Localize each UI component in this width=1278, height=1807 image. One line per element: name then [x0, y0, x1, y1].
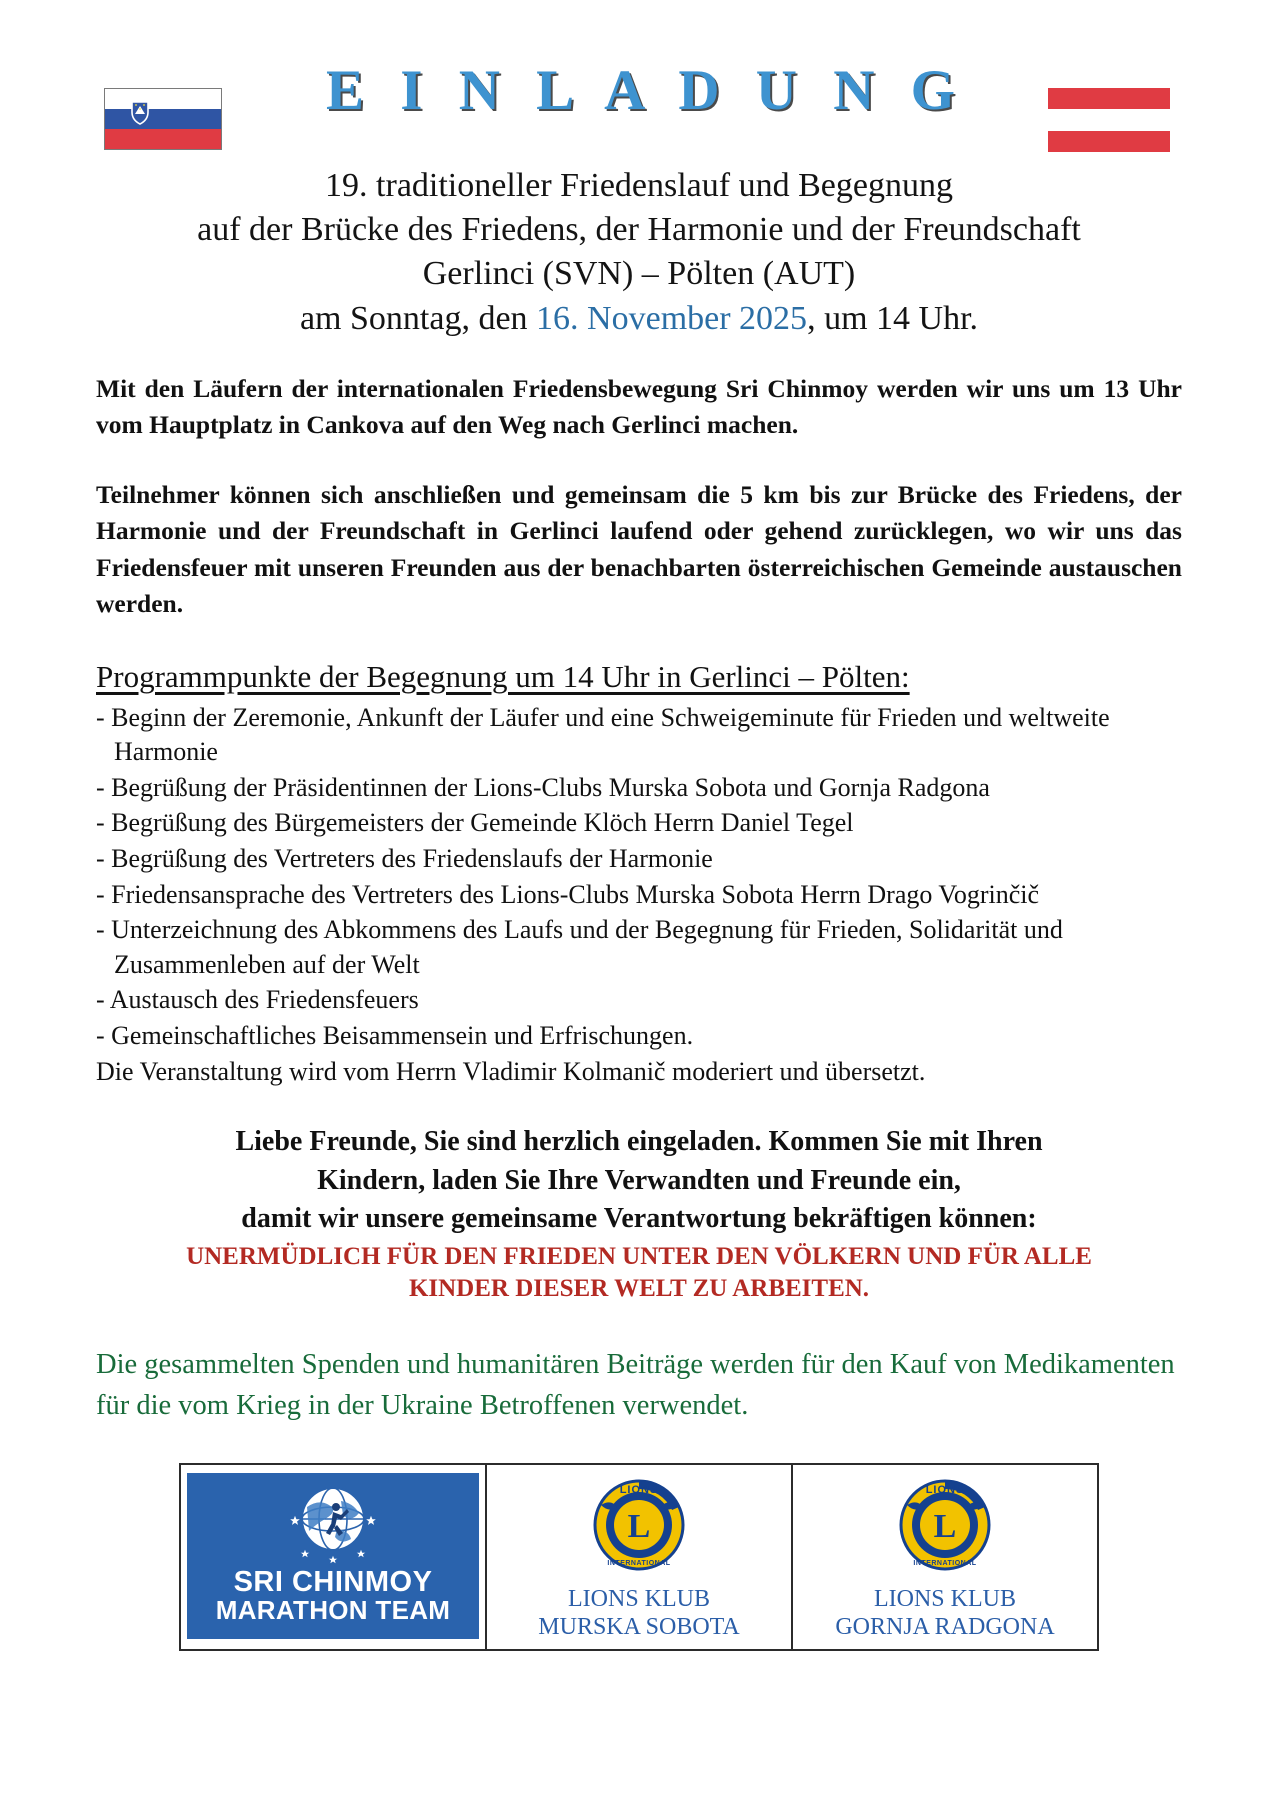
- globe-runner-icon: [289, 1479, 377, 1567]
- invitation-block: [90, 1123, 1188, 1239]
- logo-cell-lions-murska-sobota: [487, 1465, 793, 1650]
- austria-flag-icon: [1048, 88, 1170, 152]
- invitation-line-2: Kindern, laden Sie Ihre Verwandten und Freunde ein,: [317, 1164, 961, 1196]
- caption-line-2: MURSKA SOBOTA: [538, 1613, 740, 1640]
- lions-gornja-radgona-caption: [835, 1585, 1054, 1642]
- sri-chinmoy-label-line-2: MARATHON TEAM: [215, 1595, 451, 1626]
- header: [0, 0, 1278, 150]
- date-line-prefix: am Sonntag, den: [299, 299, 537, 337]
- list-item: - Begrüßung des Bürgemeisters der Gemeinde Klöch Herrn Daniel Tegel: [96, 808, 854, 838]
- program-title: Programmpunkte der Begegnung um 14 Uhr in Gerlinci – Pölten:: [96, 658, 910, 694]
- list-item: - Gemeinschaftliches Beisammensein und Erfrischungen.: [96, 1020, 694, 1050]
- list-item: - Unterzeichnung des Abkommens des Laufs und der Begegnung für Frieden, Solidarität und Zusammenleben auf der Welt: [96, 915, 1063, 979]
- page-title: E I N L A D U N G: [326, 59, 966, 122]
- logo-cell-sri-chinmoy: [181, 1465, 487, 1650]
- sri-chinmoy-logo: [187, 1473, 479, 1639]
- caption-line-1: LIONS KLUB: [873, 1585, 1016, 1612]
- slogan-line-2: KINDER DIESER WELT ZU ARBEITEN.: [408, 1275, 870, 1303]
- date-line-suffix: , um 14 Uhr.: [807, 299, 979, 337]
- sponsor-logo-table: [179, 1463, 1099, 1652]
- sri-chinmoy-label-line-1: SRI CHINMOY: [233, 1565, 433, 1598]
- lions-murska-sobota-caption: [538, 1585, 739, 1642]
- event-headline: [0, 164, 1278, 341]
- caption-line-1: LIONS KLUB: [568, 1585, 710, 1612]
- slovenia-flag-icon: [104, 88, 222, 150]
- svg-text:INTERNATIONAL: INTERNATIONAL: [607, 1559, 671, 1567]
- caption-line-2: GORNJA RADGONA: [835, 1613, 1055, 1640]
- slogan-line-1: UNERMÜDLICH FÜR DEN FRIEDEN UNTER DEN VÖLKERN UND FÜR ALLE: [186, 1242, 1092, 1270]
- headline-line-1: 19. traditioneller Friedenslauf und Begegnung: [325, 167, 953, 204]
- svg-text:L: L: [627, 1507, 651, 1545]
- program-moderator-note: Die Veranstaltung wird vom Herrn Vladimir Kolmanič moderiert und übersetzt.: [96, 1056, 926, 1086]
- list-item: - Austausch des Friedensfeuers: [96, 985, 419, 1015]
- svg-text:INTERNATIONAL: INTERNATIONAL: [913, 1559, 977, 1567]
- logo-cell-lions-gornja-radgona: [793, 1465, 1097, 1650]
- headline-line-3: Gerlinci (SVN) – Pölten (AUT): [422, 255, 856, 293]
- headline-date-line: [0, 297, 1278, 341]
- headline-line-2: auf der Brücke des Friedens, der Harmonie und der Freundschaft: [197, 211, 1081, 249]
- event-date: 16. November 2025: [536, 299, 808, 337]
- invitation-slogan: [70, 1241, 1208, 1306]
- svg-text:LIONS: LIONS: [925, 1483, 965, 1496]
- program-list: [96, 701, 1182, 1054]
- program-section: [96, 658, 1182, 1089]
- lions-club-emblem-icon: [887, 1471, 1003, 1579]
- svg-text:LIONS: LIONS: [619, 1483, 659, 1496]
- invitation-line-1: Liebe Freunde, Sie sind herzlich eingeladen. Kommen Sie mit Ihren: [235, 1126, 1043, 1158]
- paragraph-meeting-point: Mit den Läufern der internationalen Friedensbewegung Sri Chinmoy werden wir uns um 13 Uhr vom Hauptplatz in Cankova auf den Weg nach Gerlinci machen.: [96, 373, 1182, 439]
- donation-note: Die gesammelten Spenden und humanitären Beiträge werden für den Kauf von Medikamenten für die vom Krieg in der Ukraine Betroffenen verwendet.: [96, 1348, 1175, 1422]
- list-item: - Friedensansprache des Vertreters des Lions-Clubs Murska Sobota Herrn Drago Vogrinčič: [96, 879, 1040, 909]
- list-item: - Begrüßung der Präsidentinnen der Lions-Clubs Murska Sobota und Gornja Radgona: [96, 772, 990, 802]
- svg-text:L: L: [933, 1507, 957, 1545]
- paragraph-participation: Teilnehmer können sich anschließen und gemeinsam die 5 km bis zur Brücke des Friedens, der Harmonie und der Freundschaft in Gerlinci laufend oder gehend zurücklegen, wo wir uns das Friedensfeuer mit unseren Freunden aus der benachbarten österreichischen Gemeinde austauschen werden.: [96, 480, 1182, 618]
- lions-club-emblem-icon: [581, 1471, 697, 1579]
- list-item: - Beginn der Zeremonie, Ankunft der Läufer und eine Schweigeminute für Frieden und weltweite Harmonie: [96, 702, 1110, 767]
- invitation-line-3: damit wir unsere gemeinsame Verantwortung bekräftigen können:: [241, 1203, 1037, 1235]
- list-item: - Begrüßung des Vertreters des Friedenslaufs der Harmonie: [96, 844, 713, 874]
